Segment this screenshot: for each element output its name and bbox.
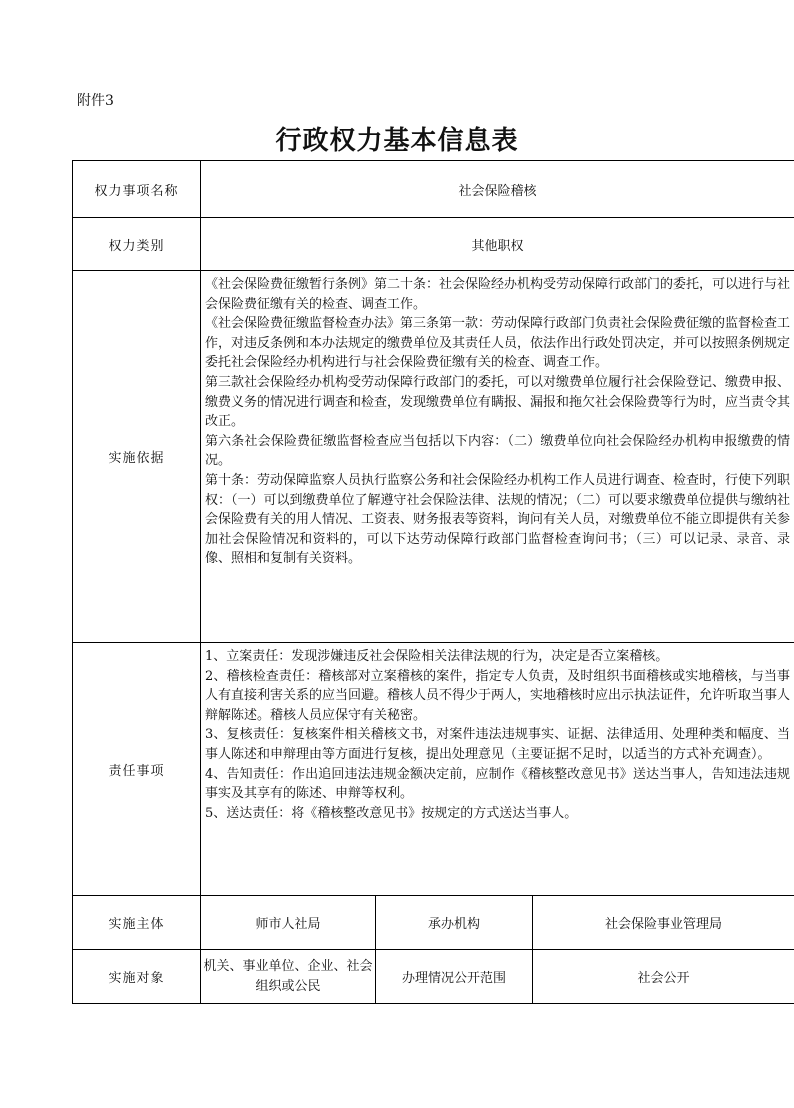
category-label: 权力类别 xyxy=(73,218,201,271)
name-label: 权力事项名称 xyxy=(73,161,201,218)
table-row-target xyxy=(73,950,794,1004)
basis-label: 实施依据 xyxy=(73,271,201,643)
info-table xyxy=(72,160,794,1004)
duty-label: 责任事项 xyxy=(73,643,201,896)
basis-paragraph: 《社会保险费征缴暂行条例》第二十条：社会保险经办机构受劳动保障行政部门的委托，可以进行与社会保险费征缴有关的检查、调查工作。 xyxy=(205,277,791,312)
duty-paragraph: 5、送达责任：将《稽核整改意见书》按规定的方式送达当事人。 xyxy=(205,805,578,821)
page-title: 行政权力基本信息表 xyxy=(275,126,519,156)
basis-paragraph: 第六条社会保险费征缴监督检查应当包括以下内容：（二）缴费单位向社会保险经办机构申报缴费的情况。 xyxy=(205,433,791,469)
subject-label: 实施主体 xyxy=(73,896,201,950)
duty-text xyxy=(201,643,794,896)
category-value: 其他职权 xyxy=(201,218,794,271)
basis-paragraph: 《社会保险费征缴监督检查办法》第三条第一款：劳动保障行政部门负责社会保险费征缴的监督检查工作，对违反条例和本办法规定的缴费单位及其责任人员，依法作出行政处罚决定，并可以按照条例规定委托社会保险经办机构进行与社会保险费征缴有关的检查、调查工作。 xyxy=(205,316,791,371)
handler-label: 承办机构 xyxy=(376,896,533,950)
duty-paragraph: 4、告知责任：作出追回违法违规金额决定前，应制作《稽核整改意见书》送达当事人，告知违法违规事实及其享有的陈述、申辩等权利。 xyxy=(205,766,791,802)
duty-paragraph: 1、立案责任：发现涉嫌违反社会保险相关法律法规的行为，决定是否立案稽核。 xyxy=(205,649,669,664)
name-value: 社会保险稽核 xyxy=(201,161,794,218)
table-row-category xyxy=(73,218,794,271)
disclosure-label: 办理情况公开范围 xyxy=(376,950,533,1004)
target-label: 实施对象 xyxy=(73,950,201,1004)
disclosure-value: 社会公开 xyxy=(533,950,794,1004)
table-row-subject xyxy=(73,896,794,950)
table-row-basis xyxy=(73,271,794,643)
basis-text xyxy=(201,271,794,643)
duty-paragraph: 3、复核责任：复核案件相关稽核文书，对案件违法违规事实、证据、法律适用、处理种类和幅度、当事人陈述和申辩理由等方面进行复核，提出处理意见（主要证据不足时，以适当的方式补充调查）。 xyxy=(205,727,791,762)
table-row-duty xyxy=(73,643,794,896)
basis-paragraph: 第十条：劳动保障监察人员执行监察公务和社会保险经办机构工作人员进行调查、检查时，行使下列职权：（一）可以到缴费单位了解遵守社会保险法律、法规的情况；（二）可以要求缴费单位提供与缴纳社会保险费有关的用人情况、工资表、财务报表等资料，询问有关人员，对缴费单位不能立即提供有关参加社会保险情况和资料的，可以下达劳动保障行政部门监督检查询问书；（三）可以记录、录音、录像、照相和复制有关资料。 xyxy=(205,472,791,567)
attachment-label: 附件3 xyxy=(77,93,114,109)
target-value: 机关、事业单位、企业、社会组织或公民 xyxy=(201,950,376,1004)
table-row-name xyxy=(73,161,794,218)
subject-value: 师市人社局 xyxy=(201,896,376,950)
basis-paragraph: 第三款社会保险经办机构受劳动保障行政部门的委托，可以对缴费单位履行社会保险登记、缴费申报、缴费义务的情况进行调查和检查，发现缴费单位有瞒报、漏报和拖欠社会保险费等行为时，应当责令其改正。 xyxy=(205,374,791,430)
duty-paragraph: 2、稽核检查责任：稽核部对立案稽核的案件，指定专人负责，及时组织书面稽核或实地稽核，与当事人有直接利害关系的应当回避。稽核人员不得少于两人，实地稽核时应出示执法证件，允许听取当事人辩解陈述。稽核人员应保守有关秘密。 xyxy=(205,668,791,723)
handler-value: 社会保险事业管理局 xyxy=(533,896,794,950)
